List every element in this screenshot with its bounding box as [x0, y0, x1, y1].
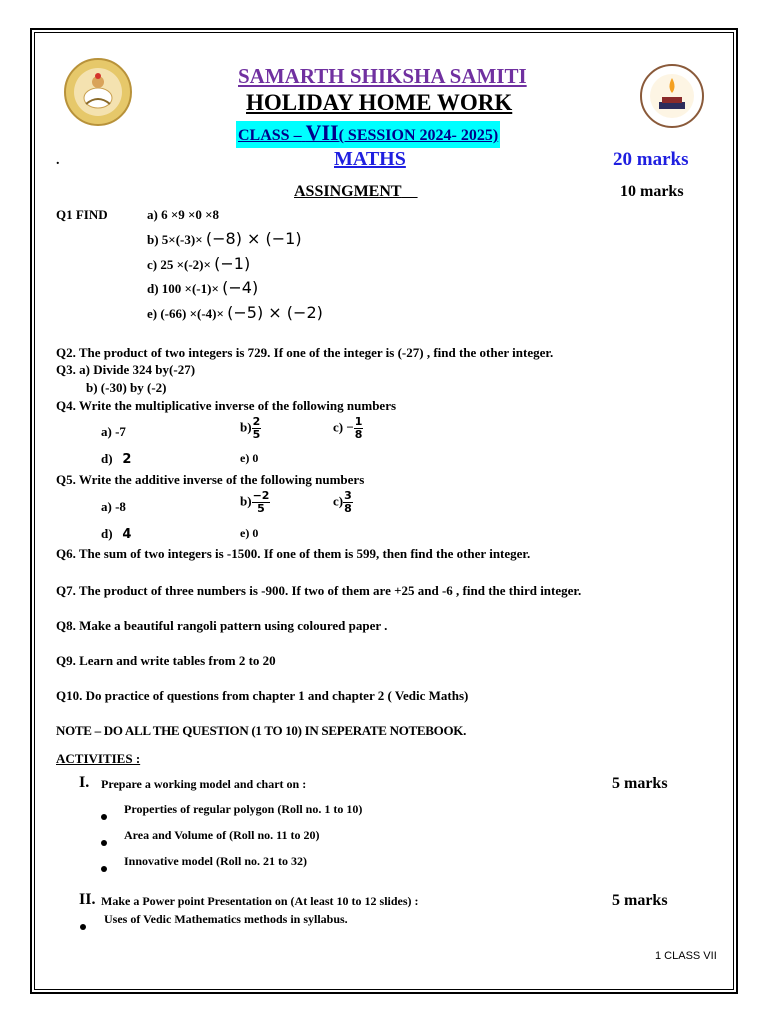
total-marks: 20 marks	[613, 149, 689, 170]
q5-text: Q5. Write the additive inverse of the following numbers	[56, 472, 365, 487]
school-name: SAMARTH SHIKSHA SAMITI	[238, 64, 527, 88]
q4-b-fraction	[252, 416, 262, 441]
q1-e	[147, 303, 323, 322]
q5-b-label: b)	[240, 493, 252, 509]
q5-c-fraction	[343, 490, 353, 515]
q5-b-numerator: −2	[252, 489, 270, 502]
q5-c-label: c)	[333, 493, 344, 509]
q4-c	[333, 416, 363, 441]
class-session-banner	[236, 121, 500, 148]
q9-text: Q9. Learn and write tables from 2 to 20	[56, 653, 276, 668]
bullet-icon	[101, 840, 107, 846]
q6-text: Q6. The sum of two integers is -1500. If one of them is 599, then find the other integer.	[56, 546, 531, 561]
session-text: ( SESSION 2024- 2025)	[338, 127, 499, 144]
q5-d-value: 4	[122, 527, 132, 542]
page-border-inner	[34, 32, 734, 990]
q1-b	[147, 229, 302, 248]
activity-one-item-1: Properties of regular polygon (Roll no. 1 to 10)	[124, 802, 363, 816]
q1-a: a) 6 ×9 ×0 ×8	[147, 207, 220, 222]
q4-a: a) -7	[101, 424, 126, 439]
q1-b-prefix: b) 5×(-3)×	[147, 232, 203, 247]
left-logo	[64, 58, 132, 126]
q5-b-denominator: 5	[257, 502, 265, 515]
bullet-icon	[80, 924, 86, 930]
q1-d	[147, 278, 258, 297]
q10-text: Q10. Do practice of questions from chapter 1 and chapter 2 ( Vedic Maths)	[56, 688, 469, 703]
activity-one-bullet-3	[101, 859, 107, 877]
q1-b-math: (−8) × (−1)	[205, 229, 302, 248]
q1-c-prefix: c) 25 ×(-2)×	[147, 257, 211, 272]
q3-a: Q3. a) Divide 324 by(-27)	[56, 362, 196, 377]
page-footer: 1 CLASS VII	[655, 950, 717, 962]
activity-one-item-2: Area and Volume of (Roll no. 11 to 20)	[124, 828, 320, 842]
class-prefix: CLASS –	[238, 127, 302, 144]
assignment-marks: 10 marks	[620, 183, 684, 200]
q4-c-label: c) −	[333, 419, 354, 435]
activity-one-item-3: Innovative model (Roll no. 21 to 32)	[124, 854, 307, 868]
subject-title: MATHS	[334, 148, 406, 170]
q4-b-numerator: 2	[252, 415, 261, 428]
class-number: VII	[305, 120, 339, 145]
bullet-icon	[101, 866, 107, 872]
q8-text: Q8. Make a beautiful rangoli pattern using coloured paper .	[56, 618, 388, 633]
activities-heading: ACTIVITIES :	[56, 751, 141, 766]
q4-b-label: b)	[240, 419, 252, 435]
q5-a: a) -8	[101, 499, 126, 514]
q1-c	[147, 254, 250, 273]
right-logo	[640, 64, 704, 128]
q4-c-fraction	[354, 416, 364, 441]
page-title: HOLIDAY HOME WORK	[246, 90, 513, 115]
q4-c-denominator: 8	[354, 428, 363, 441]
q5-d-label: d)	[101, 526, 113, 541]
q4-d-value: 2	[122, 452, 132, 467]
bullet-icon	[101, 814, 107, 820]
q1-c-math: (−1)	[214, 254, 251, 273]
q4-d-label: d)	[101, 451, 113, 466]
activity-two-text: Make a Power point Presentation on (At least 10 to 12 slides) :	[101, 894, 419, 908]
q1-d-math: (−4)	[222, 278, 259, 297]
q5-e: e) 0	[240, 526, 259, 540]
activity-two-number: II.	[79, 891, 96, 908]
activity-two-marks: 5 marks	[612, 892, 668, 909]
activity-one-bullet-2	[101, 833, 107, 851]
q2-text: Q2. The product of two integers is 729. If one of the integer is (-27) , find the other integer.	[56, 345, 554, 360]
q4-b	[240, 416, 261, 441]
activity-one-bullet-1	[101, 807, 107, 825]
activity-one-number: I.	[79, 774, 90, 791]
q5-b-fraction	[252, 490, 271, 515]
q5-b	[240, 490, 270, 515]
q1-d-prefix: d) 100 ×(-1)×	[147, 281, 219, 296]
q1-label: Q1 FIND	[56, 207, 108, 222]
q5-d	[101, 526, 131, 542]
q3-b: b) (-30) by (-2)	[86, 380, 167, 395]
note-text: NOTE – DO ALL THE QUESTION (1 TO 10) IN SEPERATE NOTEBOOK.	[56, 723, 467, 738]
assignment-heading	[294, 183, 418, 201]
q4-b-denominator: 5	[252, 428, 261, 441]
q4-d	[101, 451, 131, 467]
q4-e: e) 0	[240, 451, 259, 465]
activity-two-item-1: Uses of Vedic Mathematics methods in syllabus.	[104, 912, 348, 926]
assignment-label: ASSINGMENT	[294, 183, 402, 200]
q1-e-math: (−5) × (−2)	[227, 303, 323, 322]
q1-e-prefix: e) (-66) ×(-4)×	[147, 306, 224, 321]
q7-text: Q7. The product of three numbers is -900. If two of them are +25 and -6 , find the third integer.	[56, 583, 582, 598]
q4-c-numerator: 1	[354, 415, 363, 428]
q5-c-denominator: 8	[344, 502, 352, 515]
activity-one-marks: 5 marks	[612, 775, 668, 792]
activity-two-bullet-1	[80, 917, 86, 935]
q5-c	[333, 490, 353, 515]
q5-c-numerator: 3	[344, 489, 352, 502]
activity-one-text: Prepare a working model and chart on :	[101, 777, 307, 791]
q4-text: Q4. Write the multiplicative inverse of the following numbers	[56, 398, 397, 413]
leading-dot: .	[56, 153, 60, 168]
